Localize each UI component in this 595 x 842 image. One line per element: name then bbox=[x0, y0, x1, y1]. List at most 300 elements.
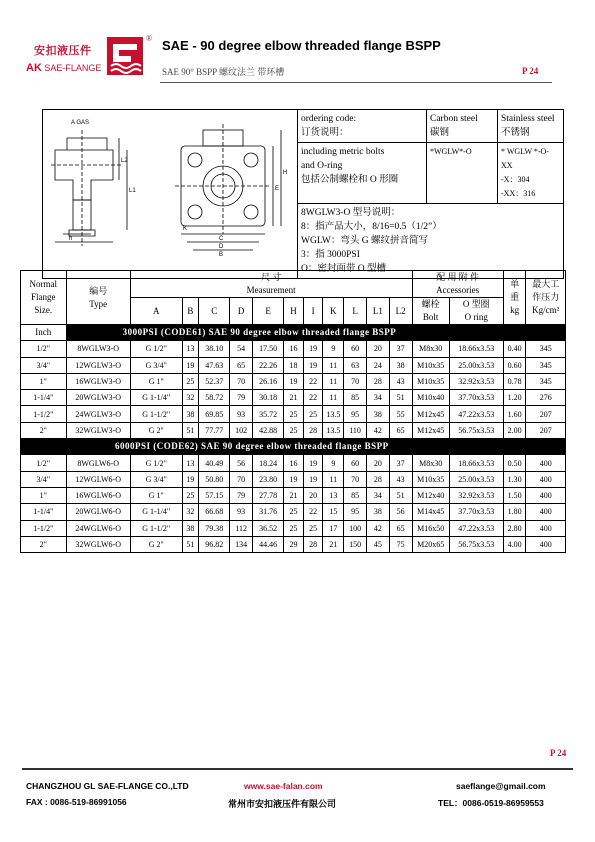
table-cell: 20WGLW3-O bbox=[66, 390, 130, 406]
table-cell: 85 bbox=[344, 390, 367, 406]
table-cell: 25 bbox=[303, 406, 323, 422]
table-cell: 25 bbox=[284, 422, 304, 438]
table-cell: 63 bbox=[344, 357, 367, 373]
table-cell: 207 bbox=[526, 422, 566, 438]
table-cell: 96.82 bbox=[199, 536, 230, 552]
table-cell: 57.15 bbox=[199, 487, 230, 503]
table-cell: 37 bbox=[389, 341, 412, 357]
table-cell: 112 bbox=[230, 520, 253, 536]
table-cell: 25.00x3.53 bbox=[449, 357, 503, 373]
table-cell: 19 bbox=[284, 471, 304, 487]
table-cell: 32.92x3.53 bbox=[449, 373, 503, 389]
table-cell: 47.22x3.53 bbox=[449, 406, 503, 422]
table-cell: 22.26 bbox=[253, 357, 284, 373]
band-3000psi-label: 3000PSI (CODE61) SAE 90 degree elbow threaded flange BSPP bbox=[66, 325, 565, 341]
table-cell: 25 bbox=[284, 520, 304, 536]
table-cell: 38 bbox=[366, 504, 389, 520]
table-cell: 35.72 bbox=[253, 406, 284, 422]
table-cell: 37 bbox=[389, 455, 412, 471]
table-cell: 8WGLW3-O bbox=[66, 341, 130, 357]
table-cell: 19 bbox=[182, 471, 199, 487]
example-title: 8WGLW3-O 型号说明： bbox=[301, 208, 401, 218]
table-cell: 1" bbox=[21, 373, 67, 389]
table-cell: 42.88 bbox=[253, 422, 284, 438]
table-cell: 8WGLW6-O bbox=[66, 455, 130, 471]
logo-en: SAE-FLANGE bbox=[44, 63, 102, 73]
table-cell: 24WGLW3-O bbox=[66, 406, 130, 422]
table-cell: 44.46 bbox=[253, 536, 284, 552]
header-divider bbox=[160, 82, 552, 83]
label-h-height: H bbox=[283, 170, 288, 176]
table-cell: 47.22x3.53 bbox=[449, 520, 503, 536]
table-cell: 1-1/2" bbox=[21, 406, 67, 422]
table-cell: 23.80 bbox=[253, 471, 284, 487]
stainless-code-3: -XX：316 bbox=[501, 189, 536, 198]
table-cell: 52.37 bbox=[199, 373, 230, 389]
stainless-en: Stainless steel bbox=[501, 114, 555, 124]
table-cell: 70 bbox=[344, 373, 367, 389]
table-cell: 95 bbox=[344, 504, 367, 520]
table-cell: 2.00 bbox=[503, 422, 526, 438]
example-line-3: 3：指 3000PSI bbox=[301, 250, 360, 260]
table-cell: 51 bbox=[182, 422, 199, 438]
table-cell: G 1-1/2" bbox=[130, 520, 182, 536]
table-cell: G 1-1/2" bbox=[130, 406, 182, 422]
weight-header: 单 重 kg bbox=[503, 271, 526, 325]
page-number-bottom: P 24 bbox=[550, 748, 567, 758]
table-cell: 58.72 bbox=[199, 390, 230, 406]
table-cell: G 1-1/4" bbox=[130, 504, 182, 520]
table-cell: 2" bbox=[21, 422, 67, 438]
table-cell: 12WGLW6-O bbox=[66, 471, 130, 487]
col-l1: L1 bbox=[366, 298, 389, 325]
table-cell: 27.78 bbox=[253, 487, 284, 503]
label-d: D bbox=[219, 244, 224, 250]
table-cell: 16WGLW6-O bbox=[66, 487, 130, 503]
stainless-code-2: -X：304 bbox=[501, 175, 530, 184]
table-cell: 13 bbox=[323, 487, 344, 503]
table-cell: 345 bbox=[526, 357, 566, 373]
table-cell: 43 bbox=[389, 471, 412, 487]
table-cell: 1" bbox=[21, 487, 67, 503]
table-cell: 0.60 bbox=[503, 357, 526, 373]
table-cell: 16 bbox=[284, 455, 304, 471]
table-cell: 21 bbox=[284, 390, 304, 406]
rows-3000psi bbox=[21, 341, 566, 439]
table-row bbox=[21, 536, 566, 552]
table-cell: 60 bbox=[344, 455, 367, 471]
table-cell: 31.76 bbox=[253, 504, 284, 520]
col-k: K bbox=[323, 298, 344, 325]
carbon-code-cell bbox=[427, 143, 498, 204]
table-cell: 110 bbox=[344, 422, 367, 438]
table-cell: 70 bbox=[230, 471, 253, 487]
table-cell: 20 bbox=[303, 487, 323, 503]
footer-divider bbox=[22, 768, 573, 770]
table-cell: 1.20 bbox=[503, 390, 526, 406]
bolts-cn: 包括公制螺栓和 O 形圈 bbox=[301, 175, 399, 185]
table-cell: 9 bbox=[323, 341, 344, 357]
label-h: h bbox=[69, 236, 73, 242]
page-number-top: P 24 bbox=[522, 66, 539, 76]
table-cell: M12x45 bbox=[412, 422, 449, 438]
table-row bbox=[21, 487, 566, 503]
website-link[interactable]: www.sae-falan.com bbox=[244, 781, 323, 791]
table-row bbox=[21, 504, 566, 520]
ordering-code-cell bbox=[298, 110, 427, 143]
table-cell: M10x35 bbox=[412, 357, 449, 373]
table-cell: M16x50 bbox=[412, 520, 449, 536]
table-cell: 79.38 bbox=[199, 520, 230, 536]
table-cell: M10x35 bbox=[412, 373, 449, 389]
tel-number: TEL：0086-0519-86959553 bbox=[438, 798, 544, 808]
table-cell: 1-1/4" bbox=[21, 390, 67, 406]
table-cell: 207 bbox=[526, 406, 566, 422]
table-cell: 51 bbox=[182, 536, 199, 552]
table-cell: 1-1/2" bbox=[21, 520, 67, 536]
col-l: L bbox=[344, 298, 367, 325]
ordering-info-table bbox=[42, 109, 564, 279]
table-cell: 54 bbox=[230, 341, 253, 357]
size-header: Normal Flange Size. bbox=[21, 271, 67, 325]
table-cell: 18 bbox=[284, 357, 304, 373]
table-cell: 400 bbox=[526, 536, 566, 552]
table-cell: 3/4" bbox=[21, 357, 67, 373]
rows-6000psi bbox=[21, 455, 566, 553]
company-name-cn: 常州市安扣液压件有限公司 bbox=[228, 799, 337, 809]
carbon-header-cell bbox=[427, 110, 498, 143]
example-line-2: WGLW：弯头 G 螺纹拼音简写 bbox=[301, 236, 429, 246]
fax-number: FAX : 0086-519-86991056 bbox=[26, 797, 127, 807]
table-cell: 38 bbox=[182, 520, 199, 536]
table-cell: 70 bbox=[230, 373, 253, 389]
table-cell: 20 bbox=[366, 341, 389, 357]
table-cell: 40.49 bbox=[199, 455, 230, 471]
table-cell: G 1" bbox=[130, 487, 182, 503]
table-cell: 25 bbox=[284, 504, 304, 520]
table-cell: 9 bbox=[323, 455, 344, 471]
table-cell: G 1/2" bbox=[130, 455, 182, 471]
table-cell: 345 bbox=[526, 373, 566, 389]
table-row bbox=[21, 422, 566, 438]
table-cell: M10x35 bbox=[412, 471, 449, 487]
label-l1: L1 bbox=[129, 188, 136, 194]
table-cell: 32WGLW6-O bbox=[66, 536, 130, 552]
table-cell: 400 bbox=[526, 455, 566, 471]
table-cell: 18.66x3.53 bbox=[449, 455, 503, 471]
header-row-1 bbox=[21, 271, 566, 298]
table-cell: 100 bbox=[344, 520, 367, 536]
page-title: SAE - 90 degree elbow threaded flange BSPP bbox=[162, 38, 441, 53]
table-cell: M10x40 bbox=[412, 390, 449, 406]
table-cell: 1.80 bbox=[503, 504, 526, 520]
ordering-code-en: ordering code: bbox=[301, 114, 357, 124]
table-cell: 93 bbox=[230, 406, 253, 422]
table-cell: 50.80 bbox=[199, 471, 230, 487]
table-cell: 42 bbox=[366, 422, 389, 438]
table-cell: 79 bbox=[230, 390, 253, 406]
table-cell: G 1/2" bbox=[130, 341, 182, 357]
specification-table bbox=[20, 270, 566, 553]
table-cell: M14x45 bbox=[412, 504, 449, 520]
table-cell: 22 bbox=[303, 390, 323, 406]
table-cell: 21 bbox=[323, 536, 344, 552]
inch-label: Inch bbox=[21, 325, 67, 341]
table-cell: 400 bbox=[526, 471, 566, 487]
col-d: D bbox=[230, 298, 253, 325]
table-cell: 66.68 bbox=[199, 504, 230, 520]
table-cell: 19 bbox=[182, 357, 199, 373]
table-cell: 25 bbox=[303, 520, 323, 536]
table-cell: 51 bbox=[389, 390, 412, 406]
stainless-cn: 不锈钢 bbox=[501, 128, 530, 138]
table-cell: 102 bbox=[230, 422, 253, 438]
table-row bbox=[21, 520, 566, 536]
table-cell: 65 bbox=[389, 520, 412, 536]
carbon-code: *WGLW*-O bbox=[430, 147, 472, 156]
table-cell: 26.16 bbox=[253, 373, 284, 389]
logo-ak: AK bbox=[26, 62, 42, 74]
table-cell: 25 bbox=[182, 373, 199, 389]
table-row bbox=[21, 406, 566, 422]
table-cell: 47.63 bbox=[199, 357, 230, 373]
table-cell: M12x45 bbox=[412, 406, 449, 422]
table-cell: 29 bbox=[284, 536, 304, 552]
pressure-header: 最大工 作压力 Kg/cm² bbox=[526, 271, 566, 325]
table-cell: 19 bbox=[284, 373, 304, 389]
col-b: B bbox=[182, 298, 199, 325]
table-cell: 32 bbox=[182, 390, 199, 406]
table-cell: M8x30 bbox=[412, 341, 449, 357]
table-cell: 55 bbox=[389, 406, 412, 422]
table-cell: 13 bbox=[182, 455, 199, 471]
table-cell: 15 bbox=[323, 504, 344, 520]
label-e: E bbox=[275, 186, 280, 192]
table-cell: 56 bbox=[389, 504, 412, 520]
table-cell: 1-1/4" bbox=[21, 504, 67, 520]
email-link[interactable]: saeflange@gmail.com bbox=[456, 781, 546, 791]
table-cell: 3/4" bbox=[21, 471, 67, 487]
table-cell: 17.50 bbox=[253, 341, 284, 357]
table-cell: 19 bbox=[303, 455, 323, 471]
table-row bbox=[21, 341, 566, 357]
table-cell: 19 bbox=[303, 471, 323, 487]
table-cell: 11 bbox=[323, 357, 344, 373]
table-cell: 1.50 bbox=[503, 487, 526, 503]
stainless-header-cell bbox=[498, 110, 564, 143]
table-cell: 38.10 bbox=[199, 341, 230, 357]
label-a-gas: A GAS bbox=[71, 120, 90, 126]
table-cell: 28 bbox=[303, 422, 323, 438]
table-cell: 45 bbox=[366, 536, 389, 552]
table-cell: 12WGLW3-O bbox=[66, 357, 130, 373]
table-cell: 25.00x3.53 bbox=[449, 471, 503, 487]
bolts-en-2: and O-ring bbox=[301, 161, 343, 171]
table-cell: 22 bbox=[303, 373, 323, 389]
logo-cn-text: 安扣液压件 bbox=[34, 45, 92, 57]
table-cell: 28 bbox=[303, 536, 323, 552]
table-cell: 13.5 bbox=[323, 422, 344, 438]
example-line-1: 8：指产品大小，8/16=0.5（1/2”） bbox=[301, 222, 442, 232]
table-cell: 34 bbox=[366, 487, 389, 503]
table-cell: 400 bbox=[526, 487, 566, 503]
table-cell: 2.80 bbox=[503, 520, 526, 536]
flange-technical-drawing bbox=[43, 110, 297, 258]
table-cell: 345 bbox=[526, 341, 566, 357]
oring-header: O 型圈 O ring bbox=[449, 298, 503, 325]
stainless-code-1: * WGLW *-O-XX bbox=[501, 147, 549, 170]
logo-en-text bbox=[26, 62, 101, 74]
col-i: I bbox=[303, 298, 323, 325]
table-cell: 95 bbox=[344, 406, 367, 422]
model-explanation-cell bbox=[298, 204, 564, 279]
table-cell: 21 bbox=[284, 487, 304, 503]
carbon-cn: 碳钢 bbox=[430, 128, 450, 138]
table-cell: 0.78 bbox=[503, 373, 526, 389]
table-cell: 276 bbox=[526, 390, 566, 406]
table-cell: 17 bbox=[323, 520, 344, 536]
type-header: 编号 Type bbox=[66, 271, 130, 325]
table-cell: 79 bbox=[230, 487, 253, 503]
table-row bbox=[21, 471, 566, 487]
table-cell: 28 bbox=[366, 373, 389, 389]
bolt-header: 螺栓 Bolt bbox=[412, 298, 449, 325]
table-cell: 51 bbox=[389, 487, 412, 503]
table-cell: 56.75x3.53 bbox=[449, 536, 503, 552]
table-cell: 18.24 bbox=[253, 455, 284, 471]
table-cell: G 3/4" bbox=[130, 357, 182, 373]
label-b: B bbox=[219, 252, 224, 258]
table-cell: 11 bbox=[323, 373, 344, 389]
table-cell: 134 bbox=[230, 536, 253, 552]
table-cell: 30.18 bbox=[253, 390, 284, 406]
table-cell: 20 bbox=[366, 455, 389, 471]
table-cell: 38 bbox=[366, 406, 389, 422]
table-cell: 16 bbox=[284, 341, 304, 357]
table-cell: 42 bbox=[366, 520, 389, 536]
table-cell: 11 bbox=[323, 471, 344, 487]
table-cell: 25 bbox=[182, 487, 199, 503]
table-cell: 28 bbox=[366, 471, 389, 487]
table-cell: 4.00 bbox=[503, 536, 526, 552]
band-3000psi bbox=[21, 325, 566, 341]
table-row bbox=[21, 373, 566, 389]
table-cell: 37.70x3.53 bbox=[449, 504, 503, 520]
table-cell: 1/2" bbox=[21, 455, 67, 471]
table-cell: 85 bbox=[344, 487, 367, 503]
table-cell: M20x65 bbox=[412, 536, 449, 552]
ordering-code-cn: 订货说明： bbox=[301, 128, 349, 138]
table-cell: 37.70x3.53 bbox=[449, 390, 503, 406]
bolts-cell bbox=[298, 143, 427, 204]
page-subtitle: SAE 90° BSPP 螺纹法兰 带环槽 bbox=[162, 67, 285, 77]
table-cell: 20WGLW6-O bbox=[66, 504, 130, 520]
table-cell: 65 bbox=[230, 357, 253, 373]
table-cell: M8x30 bbox=[412, 455, 449, 471]
table-cell: 2" bbox=[21, 536, 67, 552]
table-cell: 38 bbox=[182, 406, 199, 422]
table-cell: 24WGLW6-O bbox=[66, 520, 130, 536]
table-cell: 18.66x3.53 bbox=[449, 341, 503, 357]
table-cell: 32 bbox=[182, 504, 199, 520]
table-cell: 24 bbox=[366, 357, 389, 373]
table-cell: 93 bbox=[230, 504, 253, 520]
table-cell: G 2" bbox=[130, 536, 182, 552]
registered-mark: ® bbox=[146, 34, 153, 43]
table-cell: 32.92x3.53 bbox=[449, 487, 503, 503]
table-cell: 13 bbox=[182, 341, 199, 357]
table-cell: 38 bbox=[389, 357, 412, 373]
table-cell: 43 bbox=[389, 373, 412, 389]
table-cell: 1.30 bbox=[503, 471, 526, 487]
band-6000psi-label: 6000PSI (CODE62) SAE 90 degree elbow threaded flange BSPP bbox=[21, 439, 566, 455]
table-cell: G 1-1/4" bbox=[130, 390, 182, 406]
table-cell: 34 bbox=[366, 390, 389, 406]
table-cell: 32WGLW3-O bbox=[66, 422, 130, 438]
accessories-header: 配 用 附 件 Accessories bbox=[412, 271, 503, 298]
table-cell: 11 bbox=[323, 390, 344, 406]
col-c: C bbox=[199, 298, 230, 325]
label-l2: L2 bbox=[121, 158, 128, 164]
carbon-en: Carbon steel bbox=[430, 114, 478, 124]
col-h: H bbox=[284, 298, 304, 325]
drawing-cell bbox=[43, 110, 298, 279]
col-e: E bbox=[253, 298, 284, 325]
company-logo-icon bbox=[106, 36, 144, 76]
table-cell: 19 bbox=[303, 341, 323, 357]
table-cell: 0.40 bbox=[503, 341, 526, 357]
table-cell: 77.77 bbox=[199, 422, 230, 438]
table-cell: 0.50 bbox=[503, 455, 526, 471]
bolts-en-1: including metric bolts bbox=[301, 147, 385, 157]
table-cell: 1.60 bbox=[503, 406, 526, 422]
measurement-header: 尺 寸 Measurement bbox=[130, 271, 412, 298]
table-cell: M12x40 bbox=[412, 487, 449, 503]
table-cell: 56.75x3.53 bbox=[449, 422, 503, 438]
table-cell: 70 bbox=[344, 471, 367, 487]
table-cell: G 1" bbox=[130, 373, 182, 389]
table-cell: 19 bbox=[303, 357, 323, 373]
col-a: A bbox=[130, 298, 182, 325]
table-cell: 13.5 bbox=[323, 406, 344, 422]
label-k: K bbox=[183, 226, 188, 232]
table-cell: 56 bbox=[230, 455, 253, 471]
table-cell: 69.85 bbox=[199, 406, 230, 422]
table-cell: 1/2" bbox=[21, 341, 67, 357]
table-row bbox=[21, 455, 566, 471]
table-cell: 75 bbox=[389, 536, 412, 552]
table-cell: 400 bbox=[526, 504, 566, 520]
example-line-4: O：密封面带 O 型槽 bbox=[301, 264, 386, 274]
table-cell: 36.52 bbox=[253, 520, 284, 536]
label-c: C bbox=[219, 236, 224, 242]
table-row bbox=[21, 357, 566, 373]
table-cell: 25 bbox=[284, 406, 304, 422]
table-cell: 22 bbox=[303, 504, 323, 520]
table-cell: 65 bbox=[389, 422, 412, 438]
band-6000psi bbox=[21, 439, 566, 455]
stainless-code-cell bbox=[498, 143, 564, 204]
table-row bbox=[21, 390, 566, 406]
table-cell: G 3/4" bbox=[130, 471, 182, 487]
table-cell: 150 bbox=[344, 536, 367, 552]
table-cell: 60 bbox=[344, 341, 367, 357]
table-cell: 16WGLW3-O bbox=[66, 373, 130, 389]
table-cell: 400 bbox=[526, 520, 566, 536]
company-name: CHANGZHOU GL SAE-FLANGE CO.,LTD bbox=[26, 781, 189, 791]
table-cell: G 2" bbox=[130, 422, 182, 438]
col-l2: L2 bbox=[389, 298, 412, 325]
